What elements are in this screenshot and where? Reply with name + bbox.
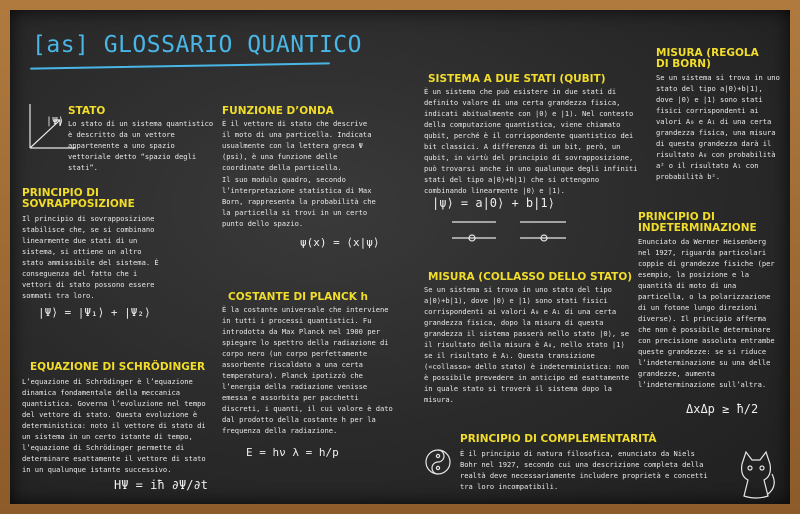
- yin-yang-icon: [424, 448, 452, 476]
- planck-heading: COSTANTE DI PLANCK h: [228, 291, 368, 303]
- funzione-onda-text-2: Il suo modulo quadro, secondo l’interpretazione statistica di Max Born, rappresenta la probabilità che la particella si trovi in un certo punto dello spazio.: [222, 175, 376, 228]
- page-title: [as] GLOSSARIO QUANTICO: [32, 32, 362, 58]
- collasso-heading: MISURA (COLLASSO DELLO STATO): [428, 271, 633, 283]
- schrodinger-formula: HΨ = iħ ∂Ψ/∂t: [114, 478, 208, 492]
- blackboard: [10, 10, 790, 504]
- funzione-onda-formula: ψ(x) = ⟨x|ψ⟩: [300, 236, 380, 249]
- qubit-levels-icon: [448, 214, 578, 244]
- title-underline: [30, 62, 330, 69]
- indeterminazione-formula: ΔxΔp ≥ ħ/2: [686, 402, 759, 416]
- cat-icon: [730, 446, 780, 502]
- born-heading: MISURA (REGOLA DI BORN): [656, 47, 759, 71]
- schrodinger-heading: EQUAZIONE DI SCHRÖDINGER: [30, 361, 206, 373]
- planck-formula: E = hν λ = h/p: [246, 446, 339, 459]
- stato-text: Lo stato di un sistema quantistico è descritto da un vettore appartenente a uno spazio vettoriale detto “spazio degli stati”.: [68, 119, 214, 172]
- born-text: Se un sistema si trova in uno stato del tipo a|0⟩+b|1⟩, dove |0⟩ e |1⟩ sono stati fisici corrispondenti ai valori A₀ e A₁ di una certa grandezza fisica, una misura di questa grandezza darà il risultato A₀ con probabilità a² o il risultato A₁ con probabilità b².: [656, 73, 780, 181]
- indeterminazione-text: Enunciato da Werner Heisenberg nel 1927, riguarda particolari coppie di grandezze fisiche (per esempio, la posizione e la quantità di moto di una particella, o la polarizzazione di un fotone lungo direzioni diverse). Il principio afferma che non è possibile determinare con precisione assoluta entrambe queste grandezze: se si riduce l’indeterminazione su una delle grandezze, aumenta l’indeterminazione sull’altra.: [638, 237, 775, 389]
- schrodinger-text: L’equazione di Schrödinger è l’equazione dinamica fondamentale della meccanica quantistica. Governa l’evoluzione nel tempo del vettore di stato. Questa evoluzione è deterministica: noto il vettore di stato di un sistema in un certo istante di tempo, l’equazione di Schrödinger permette di determinare esattamente il vettore di stato in un qualunque istante successivo.: [22, 377, 206, 474]
- qubit-text: È un sistema che può esistere in due stati di definito valore di una certa grandezza fisica, indicati abitualmente con |0⟩ e |1⟩. Nel contesto della computazione quantistica, viene chiamato qubit, perché è il corrispondente quantistico dei bit classici. A differenza di un bit, però, un qubit, in virtù del principio di sovrapposizione, può trovarsi anche in uno qualunque degli infiniti stati del tipo a|0⟩+b|1⟩ che si ottengono combinando linearmente |0⟩ e |1⟩.: [424, 87, 638, 195]
- funzione-onda-text-1: È il vettore di stato che descrive il moto di una particella. Indicata usualmente con la lettera greca Ψ (psi), è una funzione delle coordinate della particella.: [222, 119, 372, 172]
- complementarita-text: È il principio di natura filosofica, enunciato da Niels Bohr nel 1927, secondo cui una descrizione completa della realtà deve necessariamente includere proprietà e concetti tra loro incompatibili.: [460, 449, 708, 491]
- complementarita-heading: PRINCIPIO DI COMPLEMENTARITÀ: [460, 433, 657, 445]
- collasso-text: Se un sistema si trova in uno stato del tipo a|0⟩+b|1⟩, dove |0⟩ e |1⟩ sono stati fisici corrispondenti ai valori A₀ e A₁ di una certa grandezza fisica, dopo la misura di questa grandezza il sistema passerà nello stato |0⟩, se il risultato della misura è A₀, nello stato |1⟩ se il risultato è A₁. Questa transizione («collasso» dello stato) è indeterministica: non è possibile prevedere in anticipo ed esattamente in quale stato si troverà il sistema dopo la misura.: [424, 285, 629, 404]
- stato-heading: STATO: [68, 105, 106, 117]
- qubit-heading: SISTEMA A DUE STATI (QUBIT): [428, 73, 606, 85]
- sovrapposizione-heading: PRINCIPIO DI SOVRAPPOSIZIONE: [22, 187, 135, 211]
- stato-formula: |Ψ⟩: [46, 116, 65, 127]
- funzione-onda-heading: FUNZIONE D’ONDA: [222, 105, 334, 117]
- indeterminazione-heading: PRINCIPIO DI INDETERMINAZIONE: [638, 211, 757, 235]
- sovrapposizione-formula: |Ψ⟩ = |Ψ₁⟩ + |Ψ₂⟩: [38, 306, 151, 319]
- qubit-formula: |ψ⟩ = a|0⟩ + b|1⟩: [432, 196, 555, 210]
- planck-text: È la costante universale che interviene in tutti i processi quantistici. Fu introdotta da Max Planck nel 1900 per spiegare lo spettro della radiazione di corpo nero (un corpo perfettamente assorbente riscaldato a una certa temperatura). Planck ipotizzò che l’energia della radiazione venisse emessa e assorbita per pacchetti discreti, i quanti, il cui valore è dato dal prodotto della costante h per la frequenza della radiazione.: [222, 305, 393, 435]
- sovrapposizione-text: Il principio di sovrapposizione stabilisce che, se si combinano linearmente due stati di un sistema, si ottiene un altro stato ammissibile del sistema. È conseguenza del fatto che i vettori di stato possono essere sommati tra loro.: [22, 214, 159, 300]
